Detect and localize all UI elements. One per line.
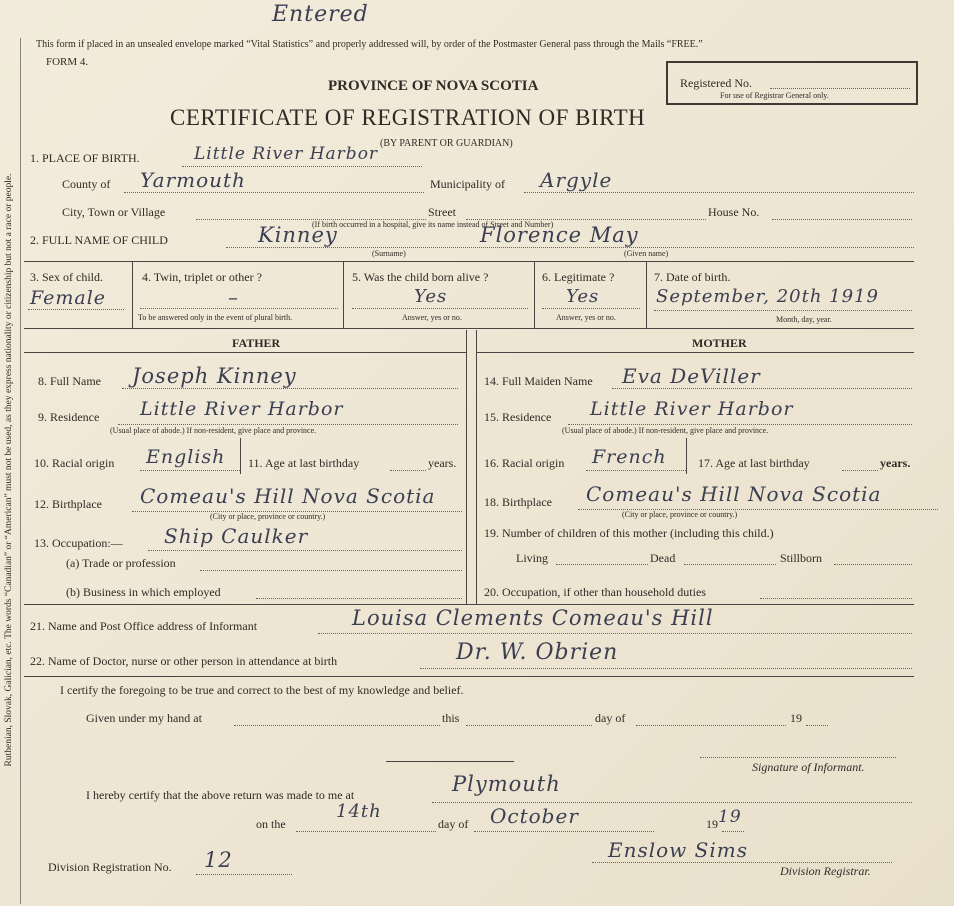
father-name-line (122, 388, 458, 389)
division-no-label: Division Registration No. (48, 860, 172, 874)
return-year-value: 19 (718, 807, 742, 827)
alive-caption: Answer, yes or no. (402, 313, 462, 322)
mother-name-label: 14. Full Maiden Name (484, 374, 593, 388)
dob-value: September, 20th 1919 (656, 286, 879, 307)
province-heading: PROVINCE OF NOVA SCOTIA (328, 78, 539, 94)
mother-residence-label: 15. Residence (484, 410, 552, 424)
informant-signature-caption: Signature of Informant. (752, 760, 865, 774)
mother-residence-line (568, 424, 912, 425)
row3-div-1 (132, 262, 133, 328)
day-of2-label: day of (438, 817, 469, 831)
father-birthplace-note: (City or place, province or country.) (210, 512, 326, 521)
father-name-label: 8. Full Name (38, 374, 101, 388)
city-label: City, Town or Village (62, 205, 166, 219)
place-line (182, 166, 422, 167)
registrar-signature-line (592, 862, 892, 863)
return-month-line (474, 831, 654, 832)
mother-stillborn-label: Stillborn (780, 551, 823, 565)
father-racial-value: English (146, 446, 226, 468)
mother-residence-value: Little River Harbor (590, 398, 794, 420)
father-residence-line (118, 424, 458, 425)
twin-note: To be answered only in the event of plural birth. (138, 313, 293, 322)
house-line (772, 219, 912, 220)
return-day-value: 14th (336, 801, 382, 822)
doctor-value: Dr. W. Obrien (456, 640, 619, 665)
father-age-line (390, 470, 426, 471)
street-label: Street (428, 205, 456, 219)
father-birthplace-label: 12. Birthplace (34, 497, 102, 511)
parents-div-left (466, 330, 467, 604)
father-racial-label: 10. Racial origin (34, 456, 115, 470)
alive-value: Yes (414, 286, 448, 307)
mother-racial-value: French (592, 446, 667, 468)
registrar-signature: Enslow Sims (608, 838, 748, 862)
municipality-label: Municipality of (430, 177, 505, 191)
father-heading-rule (24, 352, 466, 353)
father-occupation-value: Ship Caulker (164, 524, 309, 548)
parents-div-right (476, 330, 477, 604)
county-line (124, 192, 424, 193)
mother-children-label: 19. Number of children of this mother (including this child.) (484, 526, 774, 540)
given-caption: (Given name) (624, 249, 669, 258)
side-note (0, 40, 18, 900)
father-residence-label: 9. Residence (38, 410, 100, 424)
informant-label: 21. Name and Post Office address of Informant (30, 619, 258, 633)
certify-statement: I certify the foregoing to be true and correct to the best of my knowledge and belief. (60, 683, 464, 697)
mother-racial-label: 16. Racial origin (484, 456, 565, 470)
father-abode-note: (Usual place of abode.) If non-resident, give place and province. (110, 426, 317, 435)
return-place-line (432, 802, 912, 803)
doctor-line (420, 668, 912, 669)
on-the-label: on the (256, 817, 286, 831)
given-day-line (466, 725, 592, 726)
legitimate-caption: Answer, yes or no. (556, 313, 616, 322)
house-label: House No. (708, 205, 760, 219)
division-no-value: 12 (204, 848, 233, 872)
hospital-note: (If birth occurred in a hospital, give its name instead of Street and Number) (312, 220, 554, 229)
rule-parents-bottom (24, 604, 914, 605)
dob-caption: Month, day, year. (776, 315, 832, 324)
father-name-value: Joseph Kinney (132, 364, 297, 388)
mother-birthplace-label: 18. Birthplace (484, 495, 552, 509)
rule-top (24, 261, 914, 262)
mother-name-value: Eva DeViller (622, 364, 761, 388)
row3-div-4 (646, 262, 647, 328)
mother-years: years. (880, 456, 911, 470)
mother-abode-note: (Usual place of abode.) If non-resident, give place and province. (562, 426, 769, 435)
mother-dead-label: Dead (650, 551, 676, 565)
given-place-line (234, 725, 440, 726)
given-month-line (636, 725, 786, 726)
registrar-caption: Division Registrar. (780, 864, 871, 878)
mother-stillborn-line (834, 564, 912, 565)
child-name-label: 2. FULL NAME OF CHILD (30, 233, 168, 247)
legitimate-value: Yes (566, 286, 600, 307)
entered-stamp: Entered (272, 2, 369, 27)
this-label: this (442, 711, 460, 725)
child-surname: Kinney (258, 223, 338, 247)
form-number: FORM 4. (46, 56, 89, 68)
certificate-subtitle: (BY PARENT OR GUARDIAN) (380, 138, 513, 149)
dob-line (654, 310, 912, 311)
return-year-line (722, 831, 744, 832)
rule-doctor-bottom (24, 676, 914, 677)
child-given-name: Florence May (480, 223, 639, 247)
registered-box (666, 61, 918, 105)
legitimate-label: 6. Legitimate ? (542, 270, 615, 284)
mother-living-line (556, 564, 648, 565)
row3-div-2 (343, 262, 344, 328)
side-note-text: Ruthenian, Slovak, Galician, etc. The words “Canadian” or “American” must not be used, as they express nationality or citizenship but not a race or people. (4, 173, 14, 767)
registered-label: Registered No. (680, 76, 752, 90)
county-value: Yarmouth (140, 168, 246, 192)
mother-name-line (612, 388, 912, 389)
short-rule (386, 761, 514, 762)
surname-caption: (Surname) (372, 249, 406, 258)
mail-notice: This form if placed in an unsealed envelope marked “Vital Statistics” and properly addressed will, by order of the Postmaster General pass through the Mails “FREE.” (36, 39, 703, 50)
sex-line (28, 309, 124, 310)
father-trade-line (200, 570, 462, 571)
father-residence-value: Little River Harbor (140, 398, 344, 420)
mother-age-label: 17. Age at last birthday (698, 456, 810, 470)
father-racial-div (240, 438, 241, 474)
given-year-line (806, 725, 828, 726)
registrar-use-note: For use of Registrar General only. (720, 91, 829, 100)
year-label: 19 (790, 711, 802, 725)
twin-label: 4. Twin, triplet or other ? (142, 270, 262, 284)
mother-birthplace-note: (City or place, province or country.) (622, 510, 738, 519)
place-value: Little River Harbor (194, 144, 379, 164)
child-name-line (226, 247, 914, 248)
sex-label: 3. Sex of child. (30, 270, 103, 284)
mother-heading-rule (476, 352, 914, 353)
county-label: County of (62, 177, 111, 191)
father-business-line (256, 598, 462, 599)
father-racial-line (140, 470, 240, 471)
return-month-value: October (490, 804, 579, 828)
twin-value: – (228, 285, 239, 309)
father-heading: FATHER (232, 336, 281, 350)
dob-label: 7. Date of birth. (654, 270, 731, 284)
father-trade-label: (a) Trade or profession (66, 556, 176, 570)
informant-line (318, 633, 912, 634)
day-of-label: day of (595, 711, 626, 725)
father-business-label: (b) Business in which employed (66, 585, 221, 599)
mother-birthplace-value: Comeau's Hill Nova Scotia (586, 482, 882, 506)
municipality-line (524, 192, 914, 193)
informant-value: Louisa Clements Comeau's Hill (352, 606, 714, 630)
legitimate-line (542, 308, 640, 309)
alive-line (352, 308, 528, 309)
mother-dead-line (684, 564, 776, 565)
side-rule (20, 38, 21, 904)
return-statement: I hereby certify that the above return was made to me at (86, 788, 355, 802)
father-occupation-label: 13. Occupation:— (34, 536, 123, 550)
mother-racial-line (586, 470, 686, 471)
mother-age-line (842, 470, 878, 471)
twin-line (140, 308, 338, 309)
alive-label: 5. Was the child born alive ? (352, 270, 489, 284)
father-occupation-line (148, 550, 462, 551)
municipality-value: Argyle (540, 168, 613, 192)
father-age-label: 11. Age at last birthday (248, 456, 360, 470)
sex-value: Female (30, 287, 107, 309)
father-years: years. (428, 456, 457, 470)
informant-signature-line (700, 757, 896, 758)
mother-occupation-line (760, 598, 912, 599)
return-day-line (296, 831, 436, 832)
row3-div-3 (534, 262, 535, 328)
division-no-line (196, 874, 292, 875)
year2-label: 19 (706, 817, 718, 831)
given-under-label: Given under my hand at (86, 711, 202, 725)
mother-racial-div (686, 438, 687, 474)
rule-row3-bottom (24, 328, 914, 329)
return-place-value: Plymouth (452, 772, 561, 796)
mother-heading: MOTHER (692, 336, 747, 350)
mother-occupation-label: 20. Occupation, if other than household duties (484, 585, 706, 599)
place-label: 1. PLACE OF BIRTH. (30, 151, 140, 165)
registered-line (770, 88, 910, 89)
mother-living-label: Living (516, 551, 548, 565)
doctor-label: 22. Name of Doctor, nurse or other person in attendance at birth (30, 654, 338, 668)
father-birthplace-value: Comeau's Hill Nova Scotia (140, 484, 436, 508)
certificate-title: CERTIFICATE OF REGISTRATION OF BIRTH (170, 105, 646, 130)
